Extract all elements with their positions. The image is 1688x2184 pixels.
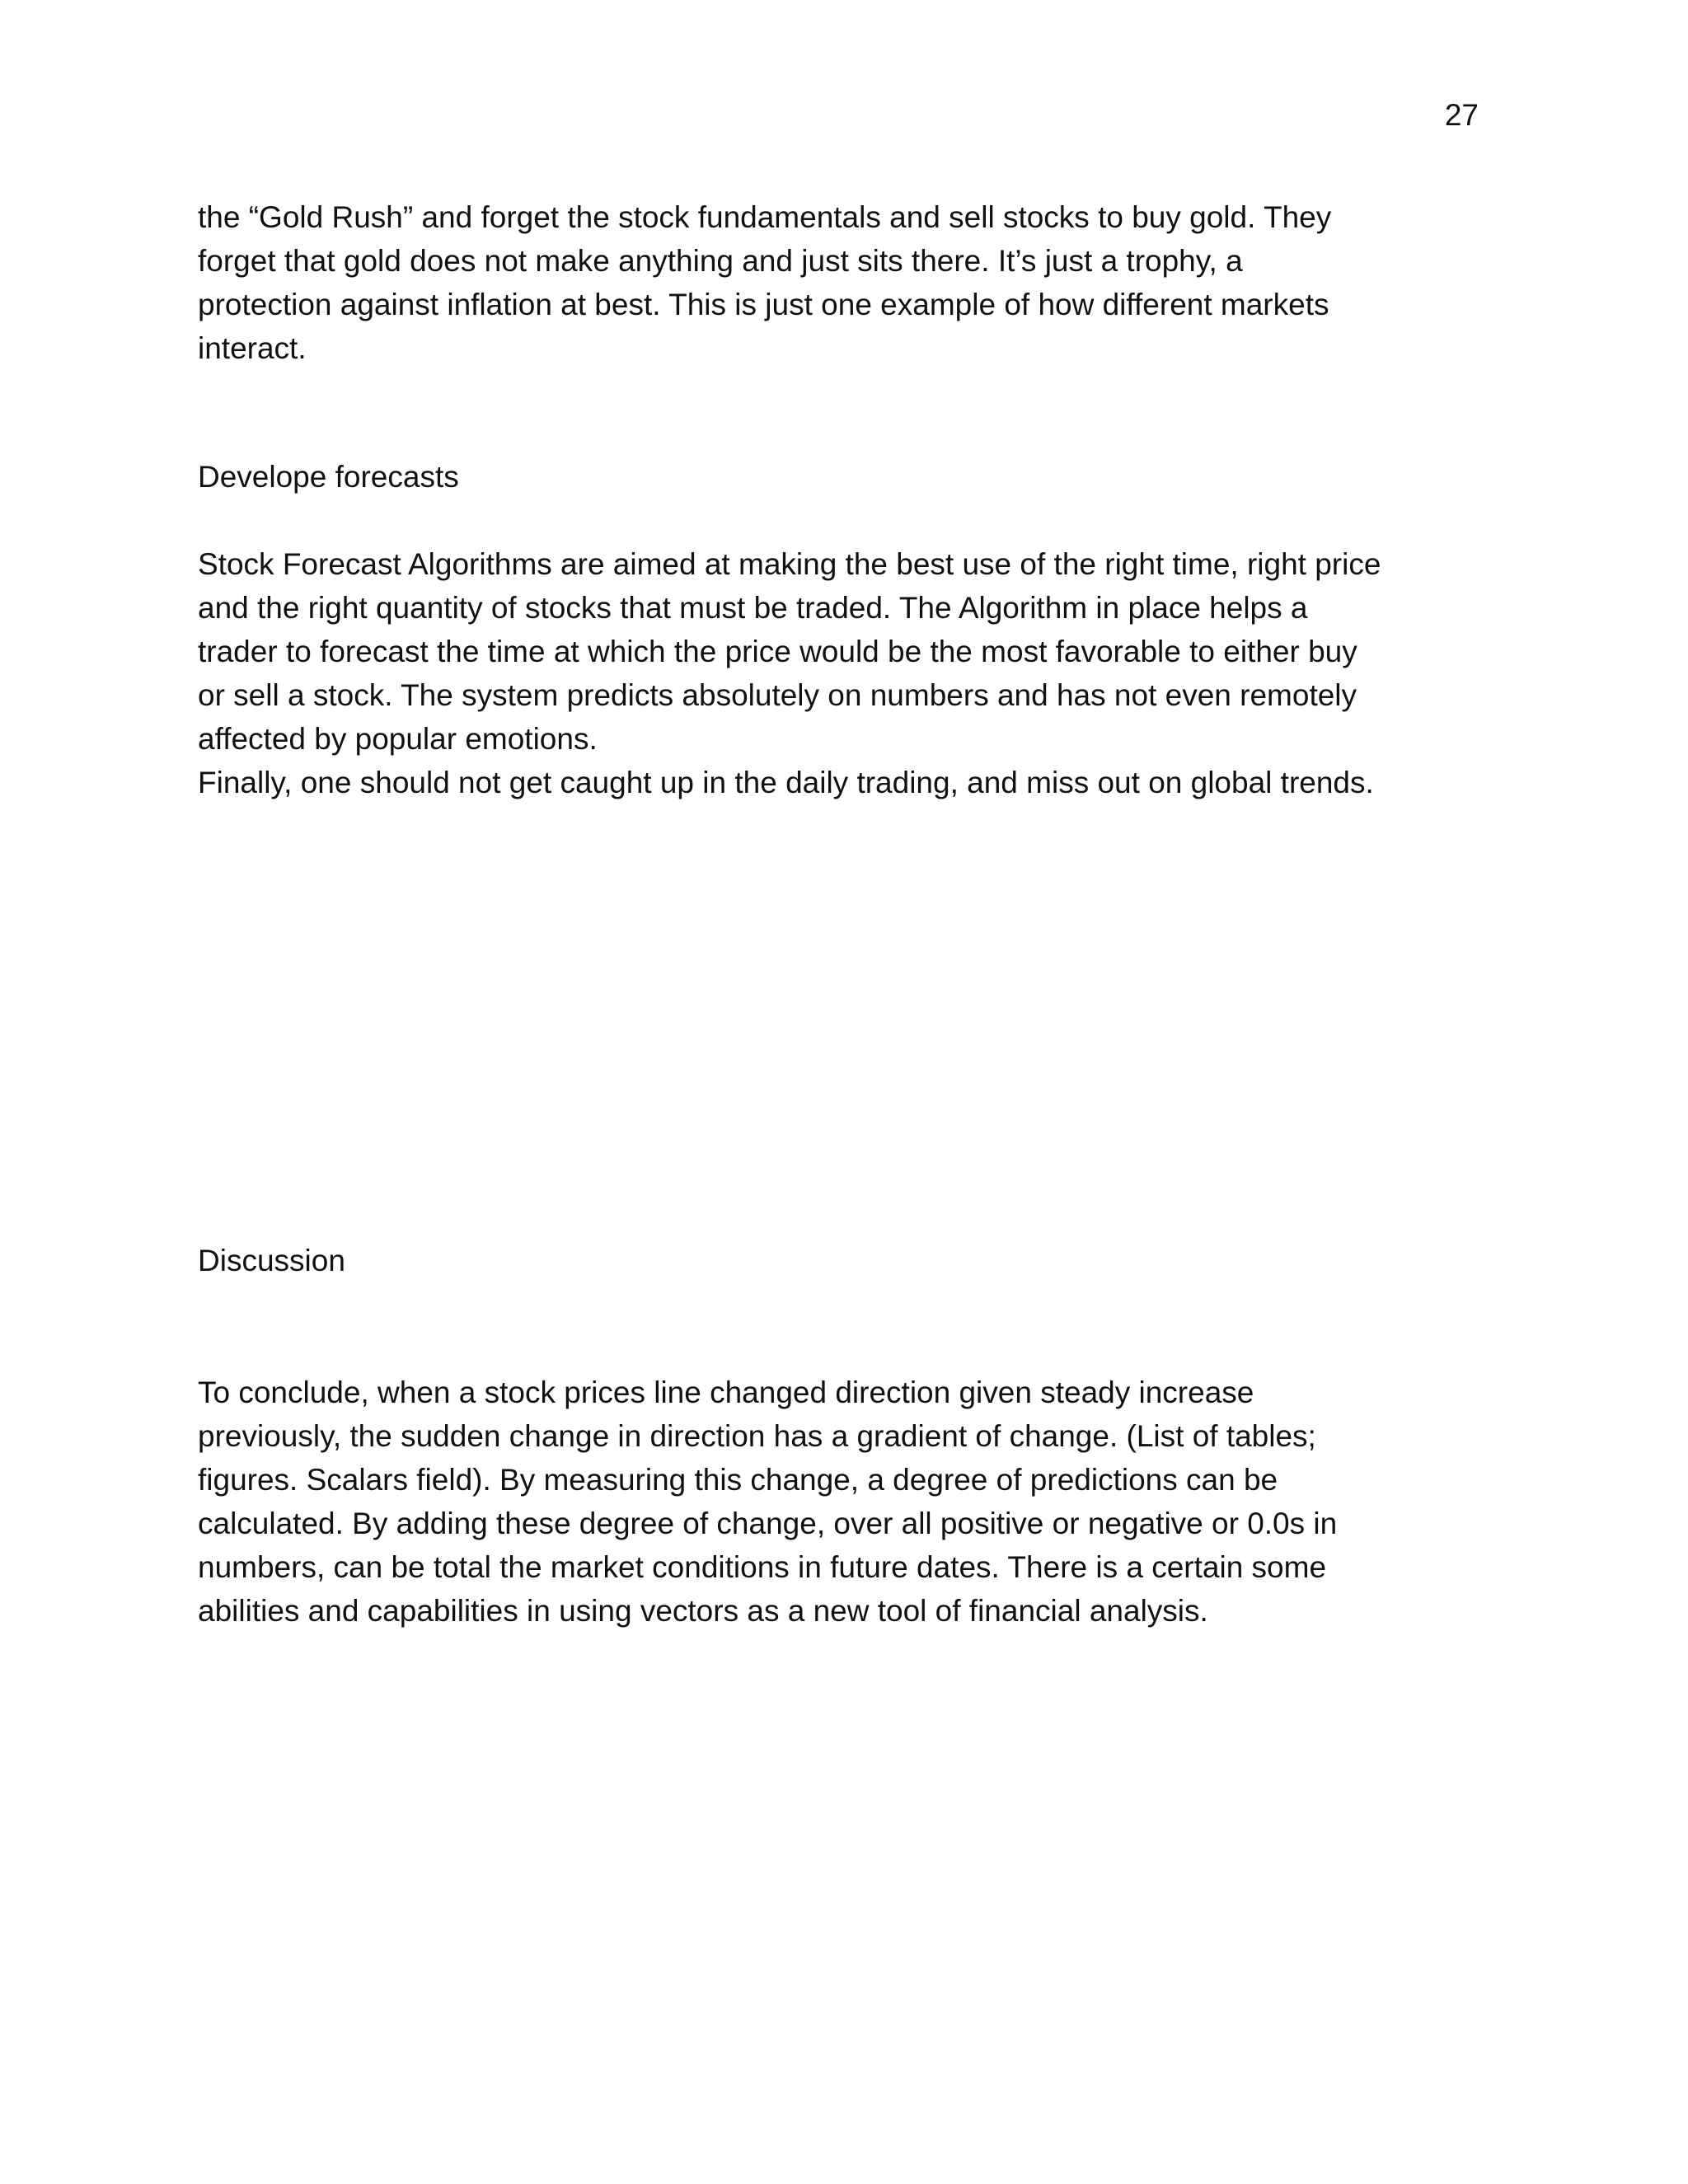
paragraph-gold-rush: the “Gold Rush” and forget the stock fundamentals and sell stocks to buy gold. They forget that gold does not make anything and just sits there. It’s just a trophy, a protection against inflation at best. This is just one example of how different markets interact.: [198, 200, 1332, 365]
section-heading-discussion: Discussion: [198, 1244, 345, 1277]
paragraph-conclusion: To conclude, when a stock prices line changed direction given steady increase previously, the sudden change in direction has a gradient of change. (List of tables; figures. Scalars field). By measuring this change, a degree of predictions can be calculated. By adding these degree of change, over all positive or negative or 0.0s in numbers, can be total the market conditions in future dates. There is a certain some abilities and capabilities in using vectors as a new tool of financial analysis.: [198, 1376, 1338, 1628]
page-number: 27: [1444, 98, 1479, 132]
section-heading-develope-forecasts: Develope forecasts: [198, 460, 459, 494]
paragraph-stock-forecast-algorithms: Stock Forecast Algorithms are aimed at making the best use of the right time, right price and the right quantity of stocks that must be traded. The Algorithm in place helps a trader to forecast the time at which the price would be the most favorable to either buy or sell a stock. The system predicts absolutely on numbers and has not even remotely affected by popular emotions. Finally, one should not get caught up in the daily trading, and miss out on global trends.: [198, 547, 1381, 799]
